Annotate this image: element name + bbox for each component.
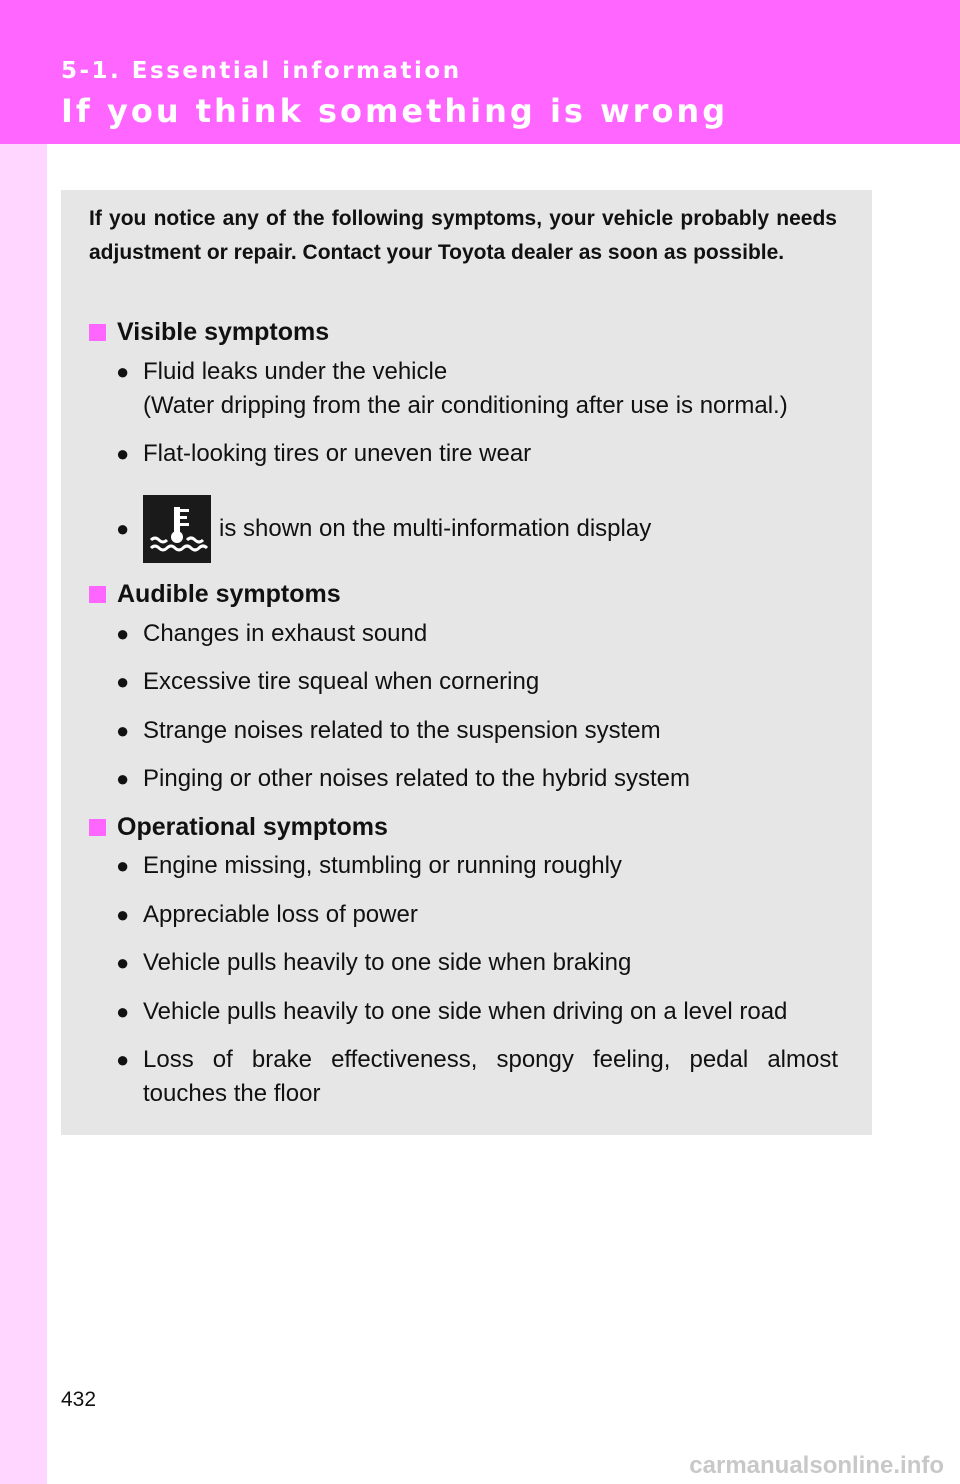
bullet-icon: ● bbox=[116, 516, 130, 541]
item-text: is shown on the multi-information display bbox=[219, 515, 652, 542]
item-text: Loss of brake effectiveness, spongy feeling, pedal almost touches the floor bbox=[143, 1046, 838, 1107]
item-text: Fluid leaks under the vehicle bbox=[143, 358, 448, 385]
list-item bbox=[116, 849, 838, 883]
bullet-icon: ● bbox=[116, 950, 130, 975]
bullet-icon: ● bbox=[116, 621, 130, 646]
list-item bbox=[116, 898, 838, 932]
item-text: Changes in exhaust sound bbox=[143, 620, 428, 647]
list-item bbox=[116, 437, 838, 471]
page-header bbox=[0, 0, 960, 144]
list-item bbox=[116, 665, 838, 699]
bullet-icon: ● bbox=[116, 1047, 130, 1072]
list-item bbox=[116, 1043, 838, 1111]
heading-label: Audible symptoms bbox=[117, 580, 341, 608]
symptoms-box bbox=[61, 190, 872, 1135]
page-number: 432 bbox=[61, 1388, 97, 1411]
watermark: carmanualsonline.info bbox=[689, 1452, 944, 1479]
section-label: 5-1. Essential information bbox=[61, 58, 462, 84]
square-marker-icon bbox=[89, 586, 106, 603]
item-subtext: (Water dripping from the air conditioning after use is normal.) bbox=[143, 392, 788, 419]
list-item bbox=[116, 495, 838, 563]
bullet-icon: ● bbox=[116, 669, 130, 694]
item-text: Strange noises related to the suspension system bbox=[143, 717, 661, 744]
item-text: Flat-looking tires or uneven tire wear bbox=[143, 440, 532, 467]
bullet-icon: ● bbox=[116, 766, 130, 791]
visible-symptoms-heading bbox=[89, 317, 329, 347]
item-text: Engine missing, stumbling or running roughly bbox=[143, 852, 622, 879]
square-marker-icon bbox=[89, 819, 106, 836]
list-item bbox=[116, 762, 838, 796]
list-item bbox=[116, 355, 838, 423]
bullet-icon: ● bbox=[116, 999, 130, 1024]
audible-symptoms-heading bbox=[89, 579, 341, 609]
side-strip bbox=[0, 144, 47, 1484]
item-text: Vehicle pulls heavily to one side when driving on a level road bbox=[143, 998, 788, 1025]
square-marker-icon bbox=[89, 324, 106, 341]
list-item bbox=[116, 946, 838, 980]
heading-label: Operational symptoms bbox=[117, 813, 388, 841]
list-item bbox=[116, 617, 838, 651]
intro-text: If you notice any of the following symptoms, your vehicle probably needs adjustment or repair. Contact your Toyota dealer as soon as possible. bbox=[89, 207, 837, 264]
list-item bbox=[116, 714, 838, 748]
bullet-icon: ● bbox=[116, 718, 130, 743]
engine-coolant-temperature-warning-icon bbox=[143, 495, 211, 563]
list-item bbox=[116, 995, 838, 1029]
item-text: Vehicle pulls heavily to one side when braking bbox=[143, 949, 632, 976]
item-text: Appreciable loss of power bbox=[143, 901, 418, 928]
item-text: Pinging or other noises related to the hybrid system bbox=[143, 765, 690, 792]
bullet-icon: ● bbox=[116, 359, 130, 384]
item-text: Excessive tire squeal when cornering bbox=[143, 668, 540, 695]
heading-label: Visible symptoms bbox=[117, 318, 330, 346]
operational-symptoms-heading bbox=[89, 812, 388, 842]
page-title: If you think something is wrong bbox=[61, 92, 729, 130]
bullet-icon: ● bbox=[116, 853, 130, 878]
bullet-icon: ● bbox=[116, 902, 130, 927]
bullet-icon: ● bbox=[116, 441, 130, 466]
